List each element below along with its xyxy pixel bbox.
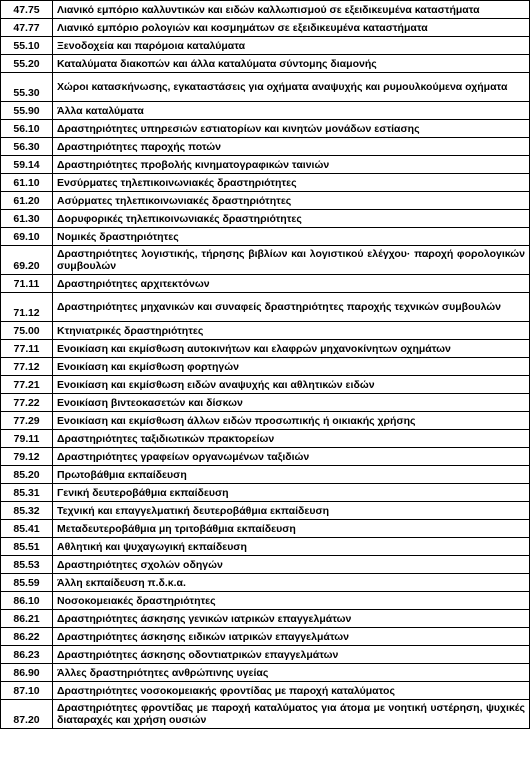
table-row [1,358,530,376]
table-row [1,628,530,646]
activity-description: Δραστηριότητες ταξιδιωτικών πρακτορείων [53,430,530,448]
activity-code: 55.10 [1,37,53,55]
activity-description: Ενσύρματες τηλεπικοινωνιακές δραστηριότητες [53,174,530,192]
table-row [1,275,530,293]
activity-code: 47.77 [1,19,53,37]
table-row [1,592,530,610]
activity-description: Αθλητική και ψυχαγωγική εκπαίδευση [53,538,530,556]
activity-description: Νοσοκομειακές δραστηριότητες [53,592,530,610]
activity-description: Δραστηριότητες προβολής κινηματογραφικών ταινιών [53,156,530,174]
table-row [1,538,530,556]
activity-description: Μεταδευτεροβάθμια μη τριτοβάθμια εκπαίδευση [53,520,530,538]
activity-code: 69.20 [1,246,53,275]
activity-description: Δραστηριότητες άσκησης γενικών ιατρικών επαγγελμάτων [53,610,530,628]
activity-code: 55.90 [1,102,53,120]
table-row [1,138,530,156]
table-row [1,502,530,520]
activity-code: 77.22 [1,394,53,412]
activity-description: Δραστηριότητες γραφείων οργανωμένων ταξιδιών [53,448,530,466]
activity-code: 85.59 [1,574,53,592]
table-row [1,700,530,729]
activity-code: 85.53 [1,556,53,574]
table-row [1,246,530,275]
activity-description: Ξενοδοχεία και παρόμοια καταλύματα [53,37,530,55]
activity-description: Λιανικό εμπόριο ρολογιών και κοσμημάτων σε εξειδικευμένα καταστήματα [53,19,530,37]
activity-code: 56.30 [1,138,53,156]
activity-description: Ενοικίαση και εκμίσθωση άλλων ειδών προσωπικής ή οικιακής χρήσης [53,412,530,430]
activity-description: Τεχνική και επαγγελματική δευτεροβάθμια εκπαίδευση [53,502,530,520]
activity-description: Πρωτοβάθμια εκπαίδευση [53,466,530,484]
table-row [1,228,530,246]
table-row [1,73,530,102]
activity-description: Δραστηριότητες λογιστικής, τήρησης βιβλίων και λογιστικού ελέγχου· παροχή φορολογικών συμβουλών [53,246,530,275]
table-row [1,293,530,322]
table-row [1,37,530,55]
activity-code: 55.20 [1,55,53,73]
activity-code: 55.30 [1,73,53,102]
table-row [1,466,530,484]
activity-description: Χώροι κατασκήνωσης, εγκαταστάσεις για οχήματα αναψυχής και ρυμουλκούμενα οχήματα [53,73,530,102]
activity-code: 59.14 [1,156,53,174]
activity-description: Δραστηριότητες νοσοκομειακής φροντίδας με παροχή καταλύματος [53,682,530,700]
activity-code: 87.10 [1,682,53,700]
table-row [1,646,530,664]
activity-description: Δραστηριότητες άσκησης οδοντιατρικών επαγγελμάτων [53,646,530,664]
table-row [1,322,530,340]
activity-code: 86.21 [1,610,53,628]
table-row [1,412,530,430]
activity-code: 86.22 [1,628,53,646]
table-row [1,448,530,466]
activity-code: 85.41 [1,520,53,538]
table-row [1,1,530,19]
activity-description: Κτηνιατρικές δραστηριότητες [53,322,530,340]
activity-code: 56.10 [1,120,53,138]
table-row [1,574,530,592]
activity-description: Δραστηριότητες φροντίδας με παροχή καταλύματος για άτομα με νοητική υστέρηση, ψυχικές διαταραχές και χρήση ουσιών [53,700,530,729]
activity-code: 86.23 [1,646,53,664]
table-row [1,210,530,228]
table-row [1,520,530,538]
activity-code: 77.29 [1,412,53,430]
activity-code: 77.21 [1,376,53,394]
activity-code: 86.90 [1,664,53,682]
activity-description: Δορυφορικές τηλεπικοινωνιακές δραστηριότητες [53,210,530,228]
activity-code: 86.10 [1,592,53,610]
table-row [1,102,530,120]
activity-code: 71.11 [1,275,53,293]
table-row [1,430,530,448]
activity-code: 71.12 [1,293,53,322]
activity-description: Δραστηριότητες παροχής ποτών [53,138,530,156]
activity-description: Ενοικίαση και εκμίσθωση αυτοκινήτων και ελαφρών μηχανοκίνητων οχημάτων [53,340,530,358]
table-row [1,120,530,138]
activity-description: Ενοικίαση και εκμίσθωση ειδών αναψυχής και αθλητικών ειδών [53,376,530,394]
table-row [1,156,530,174]
table-row [1,664,530,682]
activity-code: 77.12 [1,358,53,376]
table-row [1,394,530,412]
activity-description: Δραστηριότητες αρχιτεκτόνων [53,275,530,293]
activity-description: Δραστηριότητες σχολών οδηγών [53,556,530,574]
activity-description: Γενική δευτεροβάθμια εκπαίδευση [53,484,530,502]
activity-codes-body [1,1,530,729]
activity-description: Νομικές δραστηριότητες [53,228,530,246]
table-row [1,610,530,628]
activity-code: 85.20 [1,466,53,484]
table-row [1,484,530,502]
table-row [1,556,530,574]
activity-code: 87.20 [1,700,53,729]
activity-description: Δραστηριότητες υπηρεσιών εστιατορίων και κινητών μονάδων εστίασης [53,120,530,138]
activity-code: 77.11 [1,340,53,358]
activity-code: 61.20 [1,192,53,210]
activity-description: Δραστηριότητες μηχανικών και συναφείς δραστηριότητες παροχής τεχνικών συμβουλών [53,293,530,322]
activity-description: Άλλα καταλύματα [53,102,530,120]
activity-description: Ενοικίαση και εκμίσθωση φορτηγών [53,358,530,376]
table-row [1,682,530,700]
activity-code: 85.31 [1,484,53,502]
activity-description: Καταλύματα διακοπών και άλλα καταλύματα σύντομης διαμονής [53,55,530,73]
table-row [1,174,530,192]
activity-code: 61.10 [1,174,53,192]
activity-description: Άλλη εκπαίδευση π.δ.κ.α. [53,574,530,592]
activity-code: 75.00 [1,322,53,340]
activity-code: 79.12 [1,448,53,466]
activity-description: Λιανικό εμπόριο καλλυντικών και ειδών καλλωπισμού σε εξειδικευμένα καταστήματα [53,1,530,19]
activity-code: 47.75 [1,1,53,19]
table-row [1,19,530,37]
activity-description: Ασύρματες τηλεπικοινωνιακές δραστηριότητες [53,192,530,210]
activity-description: Άλλες δραστηριότητες ανθρώπινης υγείας [53,664,530,682]
activity-code: 79.11 [1,430,53,448]
activity-description: Δραστηριότητες άσκησης ειδικών ιατρικών επαγγελμάτων [53,628,530,646]
activity-code: 85.32 [1,502,53,520]
activity-code: 61.30 [1,210,53,228]
activity-code: 69.10 [1,228,53,246]
activity-code: 85.51 [1,538,53,556]
table-row [1,376,530,394]
activity-description: Ενοικίαση βιντεοκασετών και δίσκων [53,394,530,412]
table-row [1,55,530,73]
table-row [1,340,530,358]
table-row [1,192,530,210]
